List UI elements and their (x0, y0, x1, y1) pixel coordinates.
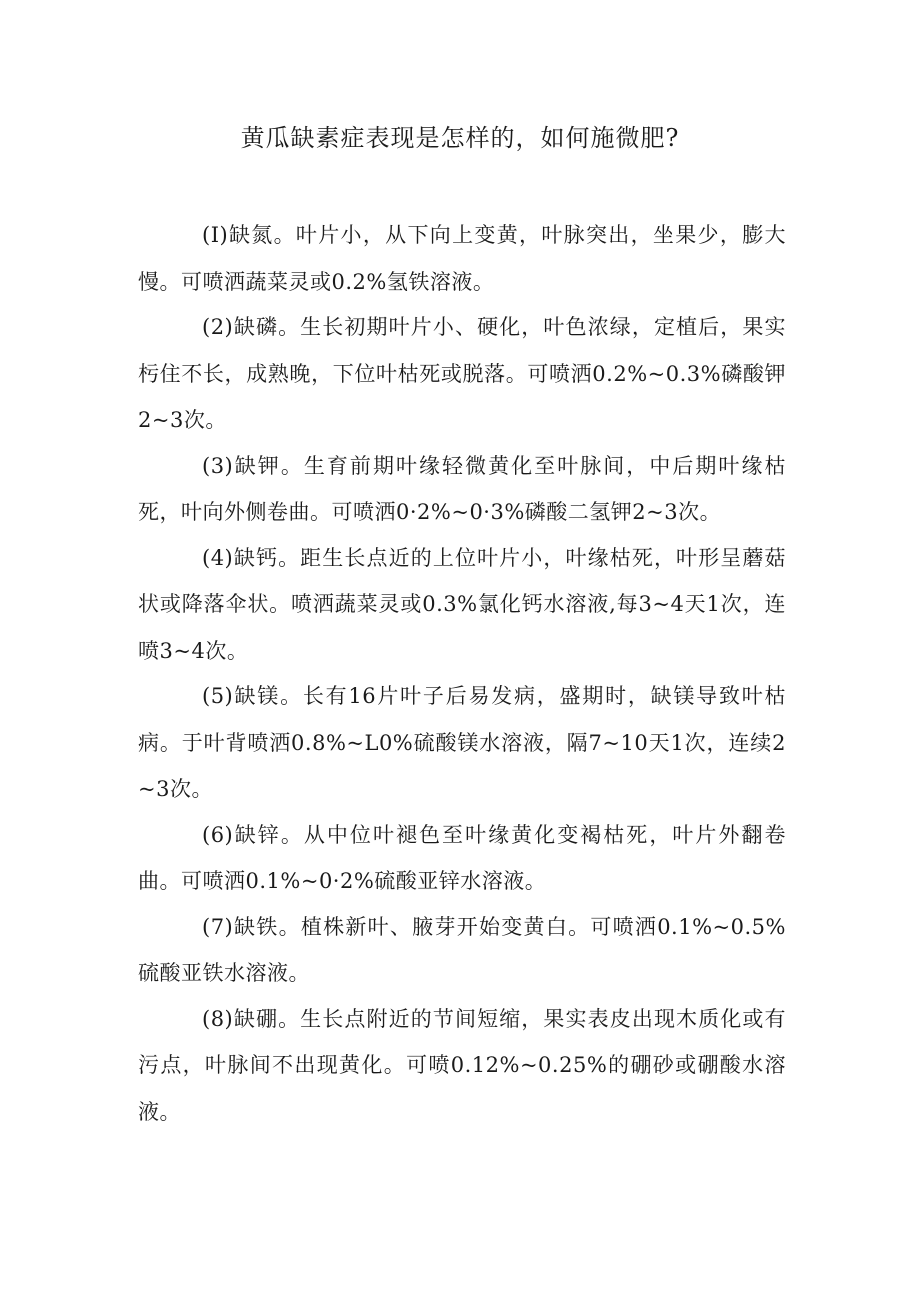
paragraph-phosphorus: (2)缺磷。生长初期叶片小、硬化，叶色浓绿，定植后，果实杇住不长，成熟晚，下位叶枯死或脱落。可喷洒0.2%~0.3%磷酸钾2~3次。 (138, 315, 786, 432)
paragraph-zinc: (6)缺锌。从中位叶褪色至叶缘黄化变褐枯死，叶片外翻卷曲。可喷洒0.1%~0·2%硫酸亚锌水溶液。 (138, 822, 786, 893)
paragraph-iron: (7)缺铁。植株新叶、腋芽开始变黄白。可喷洒0.1%~0.5%硫酸亚铁水溶液。 (138, 914, 786, 985)
document-title: 黄瓜缺素症表现是怎样的，如何施微肥? (240, 124, 680, 152)
paragraph-magnesium: (5)缺镁。长有16片叶子后易发病，盛期时，缺镁导致叶枯病。于叶背喷洒0.8%~L0%硫酸镁水溶液，隔7~10天1次，连续2~3次。 (138, 684, 786, 801)
paragraph-boron: (8)缺硼。生长点附近的节间短缩，果实表皮出现木质化或有污点，叶脉间不出现黄化。可喷0.12%~0.25%的硼砂或硼酸水溶液。 (138, 1006, 786, 1124)
paragraph-nitrogen: (I)缺氮。叶片小，从下向上变黄，叶脉突出，坐果少，膨大慢。可喷洒蔬菜灵或0.2%氢铁溶液。 (138, 223, 786, 294)
paragraph-potassium: (3)缺钾。生育前期叶缘轻微黄化至叶脉间，中后期叶缘枯死，叶向外侧卷曲。可喷洒0·2%~0·3%磷酸二氢钾2~3次。 (138, 453, 786, 524)
document-body (138, 212, 786, 1134)
paragraph-calcium: (4)缺钙。距生长点近的上位叶片小，叶缘枯死，叶形呈蘑菇状或降落伞状。喷洒蔬菜灵或0.3%氯化钙水溶液,每3~4天1次，连喷3~4次。 (138, 545, 786, 663)
